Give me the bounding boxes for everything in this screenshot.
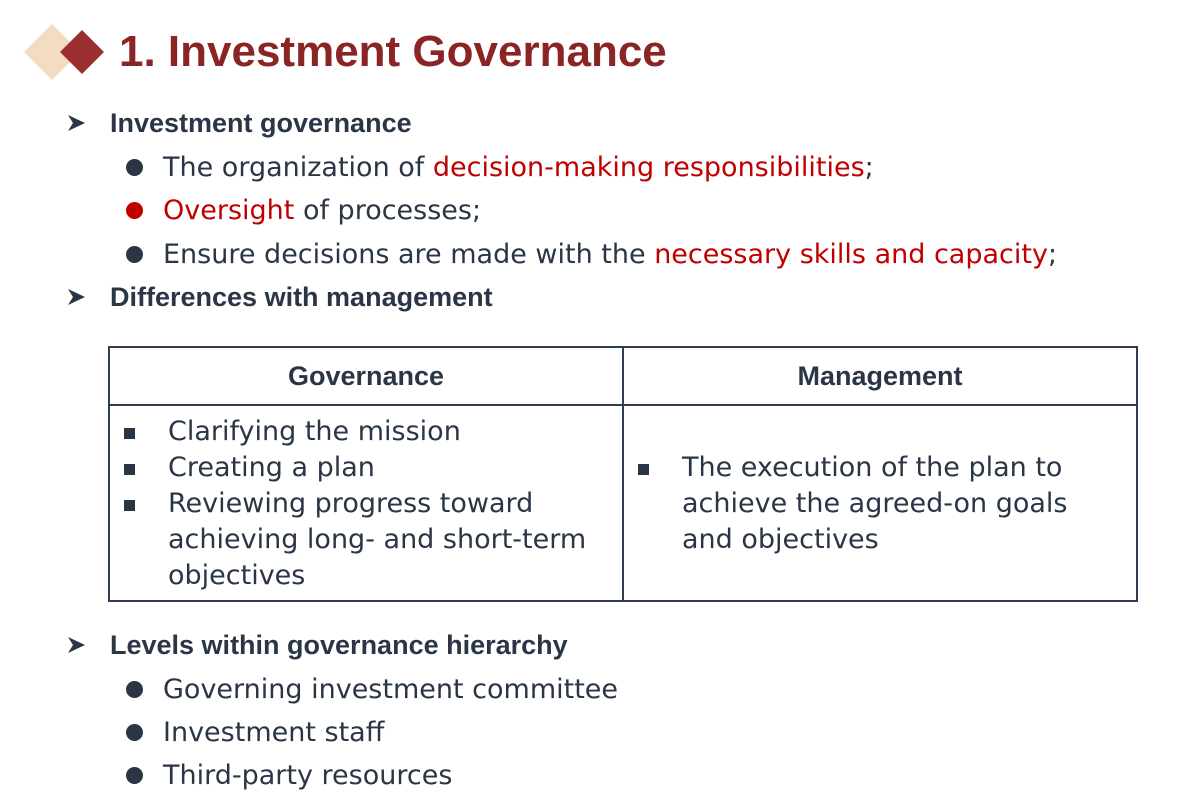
- page-title: 1. Investment Governance: [119, 27, 667, 76]
- double-diamond-icon: [22, 22, 112, 82]
- arrowhead-bullet-icon: [66, 634, 88, 656]
- list-item: Reviewing progress toward achieving long- and short-term objectives: [122, 486, 612, 594]
- section-heading-levels: Levels within governance hierarchy: [66, 630, 568, 660]
- list-item: Governing investment committee: [126, 672, 618, 706]
- arrowhead-bullet-icon: [66, 112, 88, 134]
- list-item: Clarifying the mission: [122, 414, 612, 450]
- section-heading-differences: Differences with management: [66, 282, 493, 312]
- table-header-governance: Governance: [109, 347, 623, 405]
- management-cell: [623, 405, 1137, 601]
- table-header-management: Management: [623, 347, 1137, 405]
- round-bullet-icon: [126, 246, 143, 263]
- square-bullet-icon: [124, 428, 135, 439]
- list-item: The execution of the plan to achieve the agreed-on goals and objectives: [636, 450, 1126, 558]
- list-item: Third-party resources: [126, 758, 452, 792]
- square-bullet-icon: [638, 464, 649, 475]
- list-item: Oversight of processes;: [126, 193, 481, 227]
- list-item: Creating a plan: [122, 450, 612, 486]
- round-bullet-icon: [126, 159, 143, 176]
- comparison-table: [108, 346, 1138, 602]
- round-bullet-icon: [126, 202, 143, 219]
- arrowhead-bullet-icon: [66, 286, 88, 308]
- section-heading-investment-governance: Investment governance: [66, 108, 412, 138]
- square-bullet-icon: [124, 464, 135, 475]
- list-item: Ensure decisions are made with the necessary skills and capacity;: [126, 237, 1057, 271]
- round-bullet-icon: [126, 681, 143, 698]
- square-bullet-icon: [124, 500, 135, 511]
- round-bullet-icon: [126, 767, 143, 784]
- governance-cell: [109, 405, 623, 601]
- round-bullet-icon: [126, 724, 143, 741]
- list-item: The organization of decision-making responsibilities;: [126, 150, 874, 184]
- list-item: Investment staff: [126, 715, 384, 749]
